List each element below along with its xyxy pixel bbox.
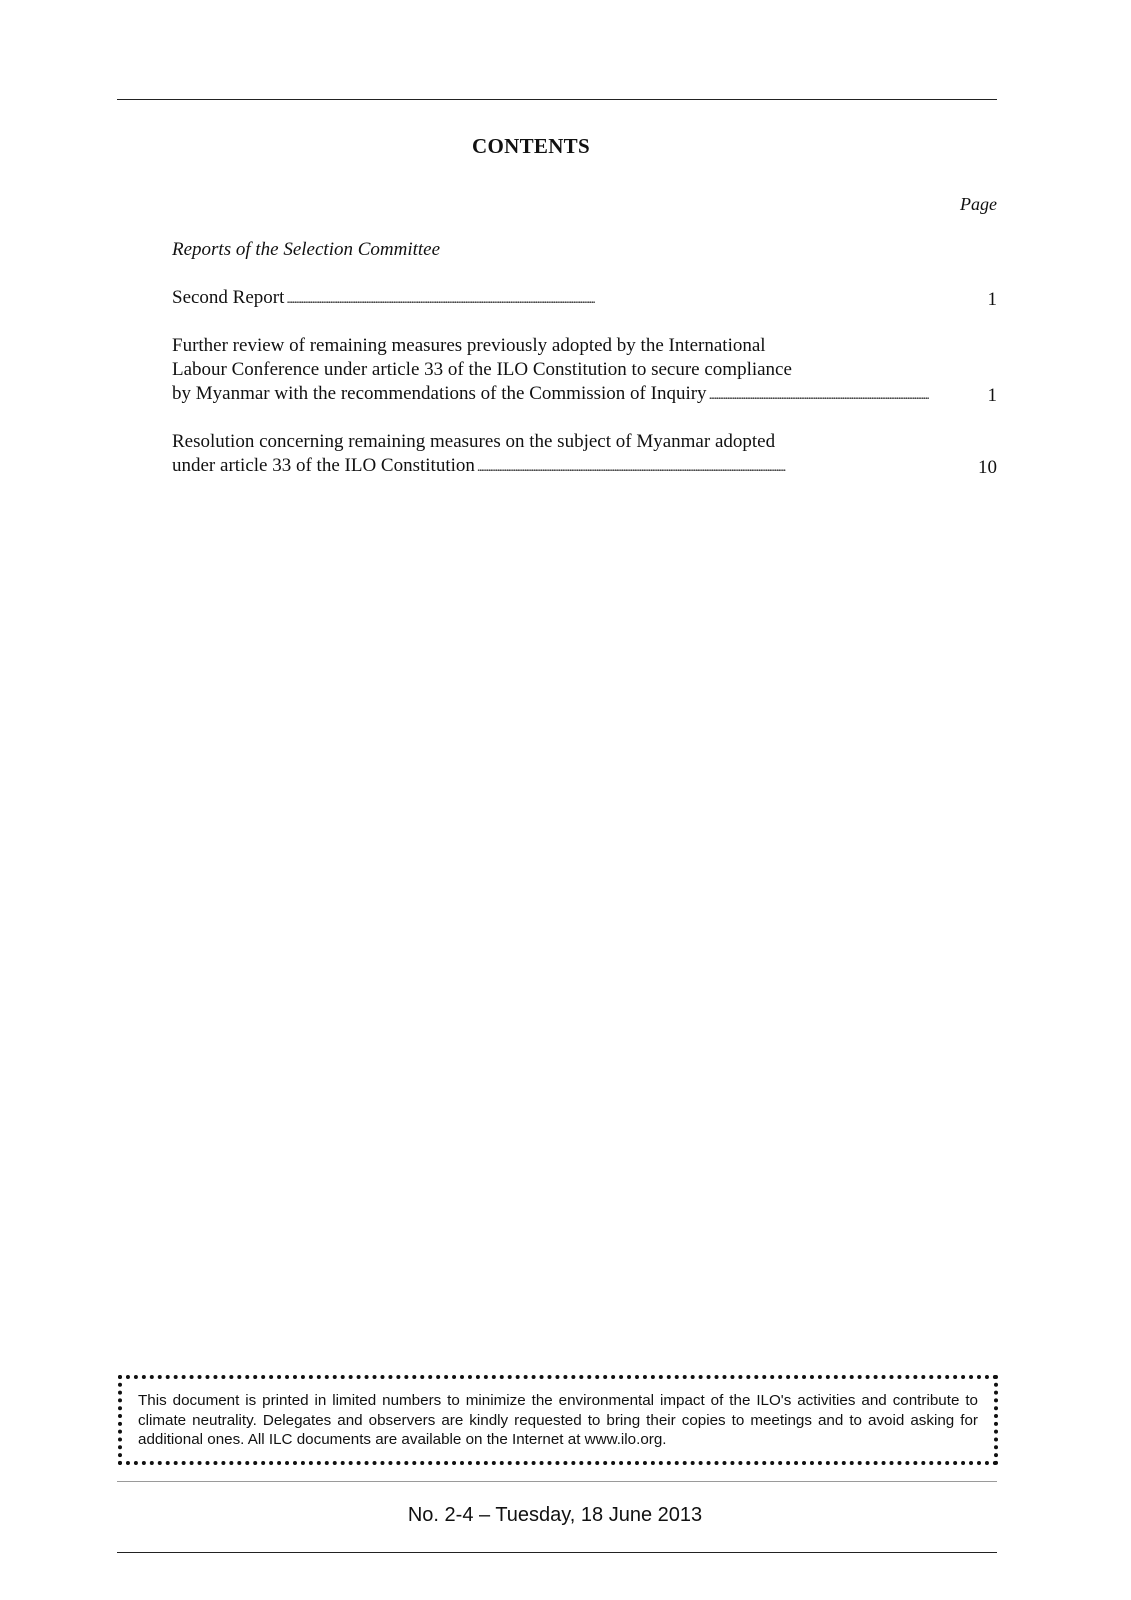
toc-entry-text: under article 33 of the ILO Constitution [172, 455, 475, 476]
top-rule [117, 99, 997, 100]
dot-leader [286, 286, 929, 312]
page-column-label: Page [960, 194, 997, 214]
bottom-rule [117, 1552, 997, 1553]
toc-entry-line [172, 454, 937, 480]
environmental-notice-box [118, 1375, 998, 1465]
toc-page-number: 10 [978, 457, 997, 478]
toc-entry-further-review[interactable] [172, 334, 997, 408]
notice-text: This document is printed in limited numbers to minimize the environmental impact of the ILO's activities and contribute to climate neutrality. Delegates and observers are kindly requested to bring their copies to meetings and to avoid asking for additional ones. All ILC documents are available on the Internet at www.ilo.org. [138, 1392, 978, 1448]
toc-entry-line [172, 382, 937, 408]
toc-entry-second-report[interactable] [172, 286, 997, 312]
toc-page-number: 1 [987, 289, 997, 310]
contents-title: CONTENTS [472, 134, 590, 158]
footer-separator [117, 1481, 997, 1482]
table-of-contents [172, 286, 997, 502]
toc-entry-text: Labour Conference under article 33 of the ILO Constitution to secure compliance [172, 359, 792, 380]
dot-leader [477, 454, 929, 480]
toc-entry-text: Resolution concerning remaining measures on the subject of Myanmar adopted [172, 431, 776, 452]
section-heading: Reports of the Selection Committee [172, 239, 441, 260]
toc-entry-resolution[interactable] [172, 430, 997, 480]
dot-leader [709, 382, 929, 408]
toc-entry-text: by Myanmar with the recommendations of the Commission of Inquiry [172, 383, 707, 404]
issue-date-line: No. 2-4 – Tuesday, 18 June 2013 [407, 1504, 703, 1526]
toc-entry-text: Further review of remaining measures previously adopted by the International [172, 335, 766, 356]
toc-entry-line [172, 286, 937, 312]
toc-page-number: 1 [987, 385, 997, 406]
toc-entry-text: Second Report [172, 287, 285, 308]
